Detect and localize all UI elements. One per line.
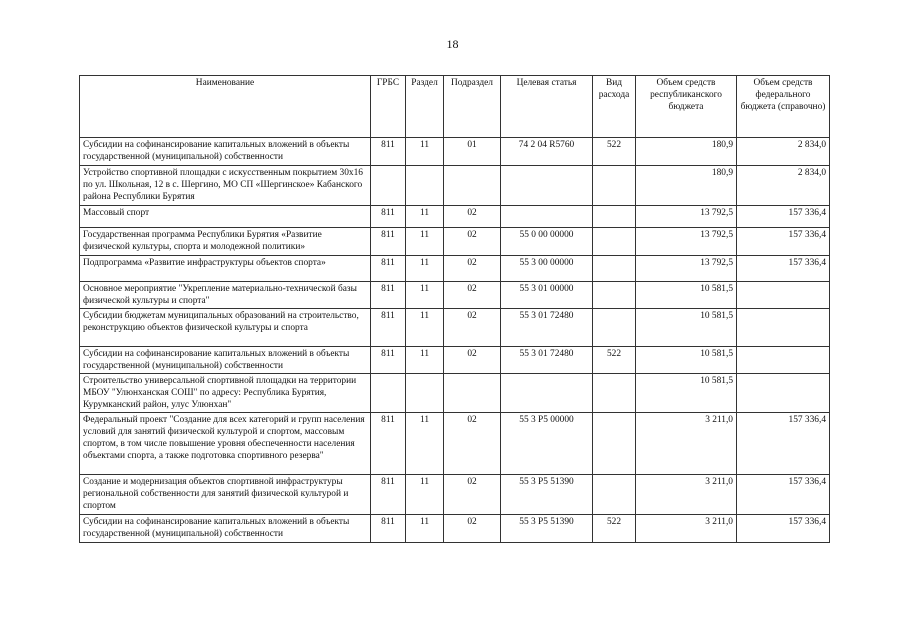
cell-razdel: 11 [406, 413, 444, 475]
cell-republican-budget: 3 211,0 [636, 475, 737, 515]
cell-grbs: 811 [371, 228, 406, 256]
header-vid-raskhoda: Вид расхода [593, 76, 636, 138]
header-federal-budget: Объем средств федерального бюджета (справочно) [737, 76, 830, 138]
cell-federal-budget: 157 336,4 [737, 413, 830, 475]
table-row [80, 374, 830, 413]
table-row [80, 138, 830, 166]
cell-vid-raskhoda [593, 256, 636, 282]
cell-name: Строительство универсальной спортивной площадки на территории МБОУ "Улюнханская СОШ" по адресу: Республика Бурятия, Курумканский район, улус Улюнхан" [80, 374, 371, 413]
cell-razdel: 11 [406, 475, 444, 515]
table-header [80, 76, 830, 138]
cell-republican-budget: 10 581,5 [636, 374, 737, 413]
budget-table [79, 75, 830, 543]
cell-vid-raskhoda: 522 [593, 515, 636, 543]
cell-celevaya-statya: 55 3 P5 51390 [501, 515, 593, 543]
cell-name: Государственная программа Республики Бурятия «Развитие физической культуры, спорта и молодежной политики» [80, 228, 371, 256]
cell-razdel [406, 374, 444, 413]
cell-celevaya-statya: 55 3 01 00000 [501, 282, 593, 309]
cell-name: Основное мероприятие "Укрепление материально-технической базы физической культуры и спорта" [80, 282, 371, 309]
cell-podrazdel: 02 [444, 347, 501, 374]
cell-grbs: 811 [371, 206, 406, 228]
cell-name: Субсидии на софинансирование капитальных вложений в объекты государственной (муниципальной) собственности [80, 138, 371, 166]
cell-name: Устройство спортивной площадки с искусственным покрытием 30х16 по ул. Школьная, 12 в с. Шергино, МО СП «Шергинское» Кабанского района Республики Бурятия [80, 166, 371, 206]
table-row [80, 475, 830, 515]
cell-celevaya-statya [501, 374, 593, 413]
cell-republican-budget: 180,9 [636, 166, 737, 206]
cell-celevaya-statya [501, 206, 593, 228]
cell-razdel: 11 [406, 309, 444, 347]
cell-vid-raskhoda [593, 228, 636, 256]
cell-grbs: 811 [371, 515, 406, 543]
cell-name: Субсидии на софинансирование капитальных вложений в объекты государственной (муниципальной) собственности [80, 347, 371, 374]
cell-podrazdel: 02 [444, 206, 501, 228]
cell-grbs: 811 [371, 413, 406, 475]
cell-name: Федеральный проект "Создание для всех категорий и групп населения условий для занятий физической культурой и спортом, массовым спортом, в том числе повышение уровня обеспеченности населения объектами спорта, а также подготовка спортивного резерва" [80, 413, 371, 475]
cell-name: Субсидии на софинансирование капитальных вложений в объекты государственной (муниципальной) собственности [80, 515, 371, 543]
cell-grbs: 811 [371, 138, 406, 166]
cell-vid-raskhoda [593, 282, 636, 309]
cell-republican-budget: 13 792,5 [636, 228, 737, 256]
cell-vid-raskhoda: 522 [593, 138, 636, 166]
cell-vid-raskhoda [593, 374, 636, 413]
cell-republican-budget: 13 792,5 [636, 256, 737, 282]
cell-grbs: 811 [371, 475, 406, 515]
cell-vid-raskhoda [593, 309, 636, 347]
cell-grbs: 811 [371, 309, 406, 347]
header-celevaya-statya: Целевая статья [501, 76, 593, 138]
cell-federal-budget: 157 336,4 [737, 256, 830, 282]
cell-federal-budget: 157 336,4 [737, 515, 830, 543]
table-row [80, 347, 830, 374]
cell-vid-raskhoda [593, 166, 636, 206]
header-grbs: ГРБС [371, 76, 406, 138]
cell-podrazdel: 02 [444, 228, 501, 256]
table-row [80, 515, 830, 543]
cell-federal-budget [737, 309, 830, 347]
cell-podrazdel: 02 [444, 413, 501, 475]
cell-grbs: 811 [371, 347, 406, 374]
cell-celevaya-statya: 74 2 04 R5760 [501, 138, 593, 166]
table-row [80, 206, 830, 228]
cell-podrazdel [444, 166, 501, 206]
cell-celevaya-statya: 55 3 P5 51390 [501, 475, 593, 515]
cell-republican-budget: 3 211,0 [636, 515, 737, 543]
cell-federal-budget [737, 282, 830, 309]
cell-federal-budget: 157 336,4 [737, 475, 830, 515]
cell-celevaya-statya: 55 3 01 72480 [501, 309, 593, 347]
cell-federal-budget: 157 336,4 [737, 228, 830, 256]
cell-republican-budget: 13 792,5 [636, 206, 737, 228]
cell-federal-budget: 157 336,4 [737, 206, 830, 228]
cell-razdel: 11 [406, 515, 444, 543]
header-razdel: Раздел [406, 76, 444, 138]
cell-razdel: 11 [406, 256, 444, 282]
table-body [80, 138, 830, 543]
cell-federal-budget: 2 834,0 [737, 138, 830, 166]
cell-republican-budget: 180,9 [636, 138, 737, 166]
cell-grbs: 811 [371, 256, 406, 282]
cell-grbs: 811 [371, 282, 406, 309]
cell-grbs [371, 374, 406, 413]
cell-celevaya-statya [501, 166, 593, 206]
table-row [80, 166, 830, 206]
table-row [80, 256, 830, 282]
cell-republican-budget: 10 581,5 [636, 309, 737, 347]
table-row [80, 309, 830, 347]
header-name: Наименование [80, 76, 371, 138]
cell-federal-budget [737, 374, 830, 413]
cell-podrazdel: 01 [444, 138, 501, 166]
cell-vid-raskhoda [593, 475, 636, 515]
cell-celevaya-statya: 55 0 00 00000 [501, 228, 593, 256]
cell-razdel [406, 166, 444, 206]
cell-name: Массовый спорт [80, 206, 371, 228]
cell-podrazdel: 02 [444, 475, 501, 515]
cell-razdel: 11 [406, 138, 444, 166]
cell-republican-budget: 10 581,5 [636, 347, 737, 374]
cell-razdel: 11 [406, 228, 444, 256]
cell-federal-budget [737, 347, 830, 374]
cell-federal-budget: 2 834,0 [737, 166, 830, 206]
table-row [80, 228, 830, 256]
cell-celevaya-statya: 55 3 00 00000 [501, 256, 593, 282]
cell-podrazdel: 02 [444, 515, 501, 543]
page-number: 18 [446, 37, 459, 51]
cell-republican-budget: 3 211,0 [636, 413, 737, 475]
cell-name: Субсидии бюджетам муниципальных образований на строительство, реконструкцию объектов физической культуры и спорта [80, 309, 371, 347]
cell-razdel: 11 [406, 206, 444, 228]
cell-razdel: 11 [406, 347, 444, 374]
cell-vid-raskhoda: 522 [593, 347, 636, 374]
header-republican-budget: Объем средств республиканского бюджета [636, 76, 737, 138]
cell-podrazdel [444, 374, 501, 413]
cell-razdel: 11 [406, 282, 444, 309]
cell-vid-raskhoda [593, 206, 636, 228]
table-row [80, 413, 830, 475]
cell-celevaya-statya: 55 3 01 72480 [501, 347, 593, 374]
cell-name: Подпрограмма «Развитие инфраструктуры объектов спорта» [80, 256, 371, 282]
cell-podrazdel: 02 [444, 256, 501, 282]
cell-podrazdel: 02 [444, 282, 501, 309]
cell-name: Создание и модернизация объектов спортивной инфраструктуры региональной собственности для занятий физической культурой и спортом [80, 475, 371, 515]
cell-grbs [371, 166, 406, 206]
cell-vid-raskhoda [593, 413, 636, 475]
header-podrazdel: Подраздел [444, 76, 501, 138]
cell-republican-budget: 10 581,5 [636, 282, 737, 309]
cell-podrazdel: 02 [444, 309, 501, 347]
table-row [80, 282, 830, 309]
cell-celevaya-statya: 55 3 P5 00000 [501, 413, 593, 475]
